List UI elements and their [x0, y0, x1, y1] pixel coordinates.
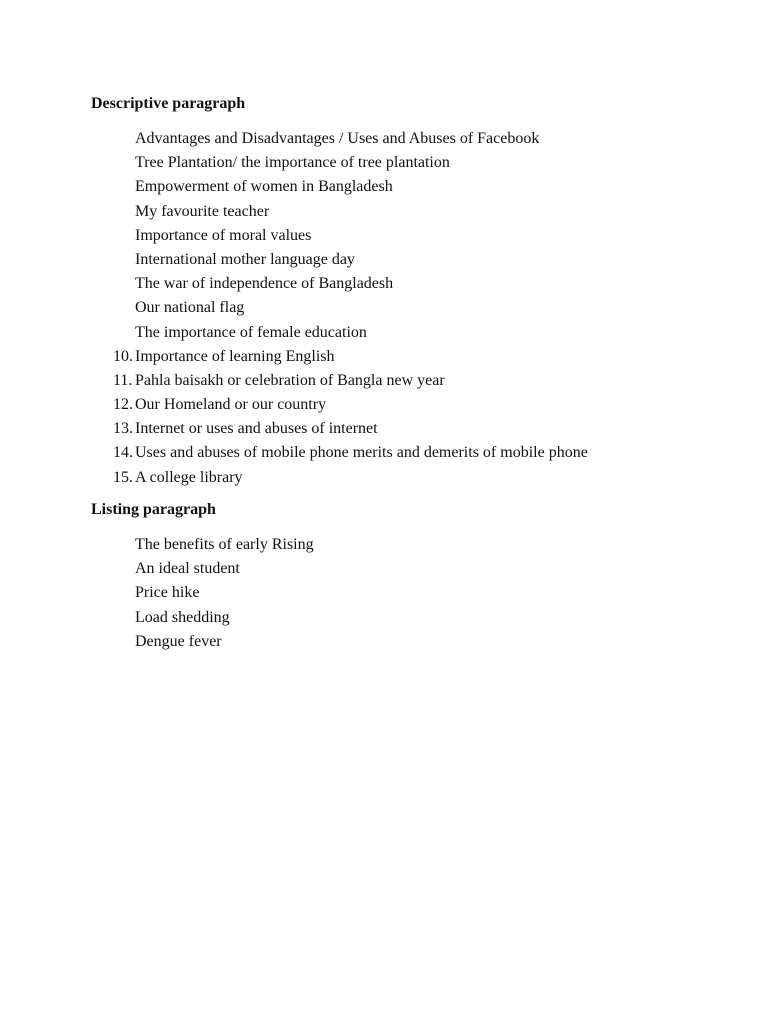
list-number: 10.	[113, 347, 133, 365]
list-item-text: Internet or uses and abuses of internet	[135, 420, 378, 438]
list-item-text: The importance of female education	[135, 323, 367, 341]
list-number: 11.	[113, 371, 133, 389]
list-item-text: My favourite teacher	[135, 202, 270, 220]
list-item-text: Price hike	[135, 584, 200, 602]
list-item-text: Our national flag	[135, 299, 245, 317]
list-item-text: International mother language day	[135, 250, 355, 268]
list-item-text: Importance of learning English	[135, 347, 335, 365]
list-item-text: Dengue fever	[135, 632, 222, 650]
list-item-text: Load shedding	[135, 608, 230, 626]
list-item-text: The benefits of early Rising	[135, 536, 314, 553]
list-item-text: Empowerment of women in Bangladesh	[135, 178, 393, 196]
list-item-text: The war of independence of Bangladesh	[135, 275, 394, 293]
list-number: 15.	[113, 468, 133, 486]
list-item-text: A college library	[135, 468, 243, 486]
list-item-text: Uses and abuses of mobile phone merits and demerits of mobile phone	[135, 444, 588, 462]
list-number: 13.	[113, 420, 133, 438]
list-number: 12.	[113, 396, 133, 414]
list-item-text: Tree Plantation/ the importance of tree plantation	[135, 154, 450, 172]
list-number: 14.	[113, 444, 133, 462]
section-heading-listing: Listing paragraph	[91, 501, 216, 518]
list-item-text: An ideal student	[135, 560, 240, 578]
list-item-text: Importance of moral values	[135, 226, 312, 244]
list-item-text: Pahla baisakh or celebration of Bangla new year	[135, 371, 445, 389]
section-heading-descriptive: Descriptive paragraph	[91, 95, 246, 112]
list-item-text: Advantages and Disadvantages / Uses and Abuses of Facebook	[135, 130, 540, 147]
list-item-text: Our Homeland or our country	[135, 396, 327, 414]
